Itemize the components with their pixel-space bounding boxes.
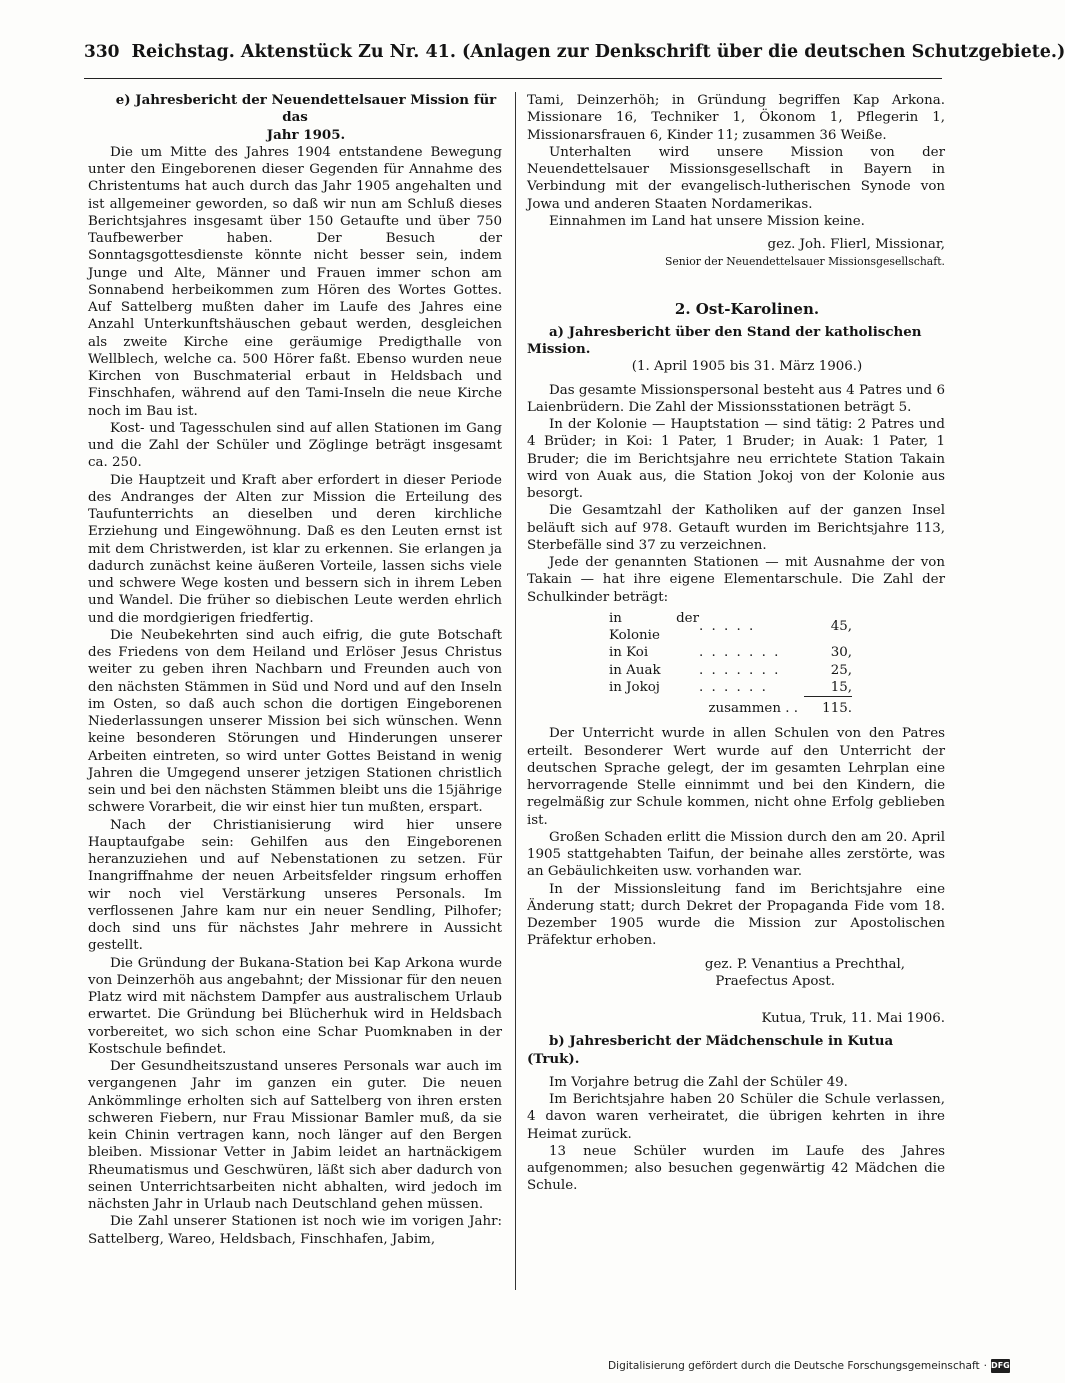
right-paragraph: Das gesamte Missionspersonal besteht aus 4 Patres und 6 Laienbrüdern. Die Zahl der Missionsstationen beträgt 5. <box>527 382 945 415</box>
digitization-footer: Digitalisierung gefördert durch die Deutsche Forschungsgemeinschaft · DFG <box>608 1360 1010 1372</box>
right-paragraph: Die Gesamtzahl der Katholiken auf der ganzen Insel beläuft sich auf 978. Getauft wurden im Berichtsjahre 113, Sterbefälle sind 37 zu verzeichnen. <box>527 503 945 553</box>
left-paragraph: Nach der Christianisierung wird hier unsere Hauptaufgabe sein: Gehilfen aus den Eingeborenen heranzuziehen und auf Nebenstationen zu setzen. Für Inangriffnahme der neuen Arbeitsfelder ringsum erhoffen wir noch viel Verstärkung unseres Personals. Im verflossenen Jahre kam nur ein neuer Sendling, Pilhofer; doch sind uns für nächstes Jahr mehrere in Aussicht gestellt. <box>88 817 502 954</box>
table-row: in Koi . . . . . . . 30, <box>609 645 852 661</box>
column-divider <box>515 92 516 1290</box>
right-paragraph: Im Vorjahre betrug die Zahl der Schüler 49. <box>549 1074 848 1090</box>
right-paragraph: Jede der genannten Stationen — mit Ausnahme der von Takain — hat ihre eigene Elementarschule. Die Zahl der Schulkinder beträgt: <box>527 555 945 605</box>
income-paragraph: Einnahmen im Land hat unsere Mission keine. <box>549 213 865 229</box>
table-row: in Jokoj . . . . . . 15, <box>609 679 852 695</box>
right-column <box>527 92 945 1195</box>
left-column <box>88 92 502 1248</box>
subsection-b-title: b) Jahresbericht der Mädchenschule in Kutua (Truk). <box>527 1033 894 1067</box>
subsection-a-dates: (1. April 1905 bis 31. März 1906.) <box>631 359 863 375</box>
signature-venantius: gez. P. Venantius a Prechthal, <box>704 956 905 972</box>
right-paragraph: 13 neue Schüler wurden im Laufe des Jahres aufgenommen; also besuchen gegenwärtig 42 Mädchen die Schule. <box>527 1143 945 1194</box>
left-paragraph: Die Hauptzeit und Kraft aber erfordert in dieser Periode des Andranges der Alten zur Mission die Erteilung des Taufunterrichts an dieselben und deren kirchliche Erziehung und Eingewöhnung. Daß es den Leuten ernst ist mit dem Christwerden, ist klar zu erkennen. Sie erlangen ja dadurch zunächst keine äußeren Vorteile, lassen sichs viele und schwere Wege kosten und bessern sich in ihrem Leben und Wandel. Die früher so diebischen Leute werden ehrlich und die mordgierigen friedfertig. <box>88 472 502 626</box>
right-paragraph: Der Unterricht wurde in allen Schulen von den Patres erteilt. Besonderer Wert wurde auf den Unterricht der deutschen Sprache gelegt, der im gesamten Lehrplan eine hervorragende Stelle einnimmt und bei den Kindern, die regelmäßig zur Schule kommen, nicht ohne Erfolg geblieben ist. <box>527 726 945 828</box>
footer-text: Digitalisierung gefördert durch die Deutsche Forschungsgemeinschaft <box>608 1360 980 1372</box>
section-ost-karolinen-title: 2. Ost-Karolinen. <box>674 299 820 318</box>
right-paragraph: In der Kolonie — Hauptstation — sind tätig: 2 Patres und 4 Brüder; in Koi: 1 Pater, 1 Bruder; in Auak: 1 Pater, 1 Bruder; die im Berichtsjahre neu errichtete Station Takain wird von Auak aus, die Station Jokoj von der Kolonie aus besorgt. <box>527 417 945 501</box>
signature-flierl: gez. Joh. Flierl, Missionar, <box>767 237 945 252</box>
right-paragraph: Im Berichtsjahre haben 20 Schüler die Schule verlassen, 4 davon waren verheiratet, die übrigen kehrten in ihre Heimat zurück. <box>527 1092 945 1142</box>
total-label: zusammen <box>708 700 781 716</box>
page-header <box>84 42 1065 74</box>
left-paragraph: Die Zahl unserer Stationen ist noch wie im vorigen Jahr: Sattelberg, Wareo, Heldsbach, Finschhafen, Jabim, <box>88 1214 502 1247</box>
left-paragraph: Die um Mitte des Jahres 1904 entstandene Bewegung unter den Eingeborenen dieser Gegenden für Annahme des Christentums hat auch durch das Jahr 1905 angehalten und ist allgemeiner geworden, so daß wir nun am Schluß dieses Berichtsjahres insgesamt über 150 Getaufte und über 750 Taufbewerber haben. Der Besuch der Sonntagsgottesdienste könnte nicht besser sein, indem Junge und Alte, Männer und Frauen immer schon am Sonnabend herbeikommen zum Hören des Wortes Gottes. Auf Sattelberg mußten daher im Laufe des Jahres eine Anzahl Unterkunftshäuschen gebaut werden, desgleichen als zweite Kirche eine geräumige Predigthalle von Wellblech, welche ca. 500 Hörer faßt. Ebenso wurden neue Kirchen von Buschmaterial erbaut in Heldsbach und Finschhafen, während auf den Tami-Inseln die neue Kirche noch im Bau ist. <box>88 144 502 419</box>
total-value: 115. <box>822 701 852 716</box>
section-e-title-line2: Jahr 1905. <box>266 126 346 143</box>
subsection-a-title: a) Jahresbericht über den Stand der katholischen Mission. <box>527 323 922 357</box>
support-paragraph: Unterhalten wird unsere Mission von der Neuendettelsauer Missionsgesellschaft in Bayern in Verbindung mit der evangelisch-lutherischen Synode von Jowa und anderen Staaten Nordamerikas. <box>527 144 945 212</box>
left-paragraph: Kost- und Tagesschulen sind auf allen Stationen im Gang und die Zahl der Schüler und Zöglinge beträgt insgesamt ca. 250. <box>88 420 502 471</box>
school-children-table <box>609 610 852 718</box>
running-title: Reichstag. Aktenstück Zu Nr. 41. (Anlagen zur Denkschrift über die deutschen Schutzgebiete.) <box>131 42 1065 62</box>
right-paragraph: Großen Schaden erlitt die Mission durch den am 20. April 1905 stattgehabten Taifun, der beinahe alles zerstörte, was an Gebäulichkeiten usw. vorhanden war. <box>527 829 945 880</box>
dfg-logo-icon: DFG <box>991 1359 1010 1373</box>
table-total-row <box>609 697 852 718</box>
table-row: in der Kolonie . . . . . 45, <box>609 610 852 643</box>
signature-flierl-title: Senior der Neuendettelsauer Missionsgesellschaft. <box>665 255 945 269</box>
header-rule <box>84 78 942 79</box>
left-paragraph: Die Gründung der Bukana-Station bei Kap Arkona wurde von Deinzerhöh aus angebahnt; der Missionar für den neuen Platz wird mit nächstem Dampfer aus australischem Urlaub erwartet. Die Gründung bei Blücherhuk wird in Heldsbach vorbereitet, wo sich schon eine Schar Puomknaben in der Kostschule befindet. <box>88 955 502 1057</box>
total-dots: . . <box>785 700 798 716</box>
signature-venantius-title: Praefectus Apost. <box>715 973 835 989</box>
section-e-title-line1: e) Jahresbericht der Neuendettelsauer Mission für das <box>115 92 497 126</box>
left-paragraph: Der Gesundheitszustand unseres Personals war auch im vergangenen Jahr im ganzen ein guter. Die neuen Ankömmlinge erholten sich auf Sattelberg von ihren ersten schweren Fiebern, nur Frau Missionar Bamler muß, da sie kein Chinin vertragen kann, noch länger auf den Bergen bleiben. Missionar Vetter in Jabim leidet an hartnäckigem Rheumatismus und Geschwüren, läßt sich aber dadurch von seinen Unterrichtsarbeiten nicht abhalten, wird jedoch im nächsten Jahr in Urlaub nach Deutschland gehen müssen. <box>88 1059 502 1212</box>
place-date: Kutua, Truk, 11. Mai 1906. <box>761 1011 945 1026</box>
right-paragraph: In der Missionsleitung fand im Berichtsjahre eine Änderung statt; durch Dekret der Propaganda Fide vom 18. Dezember 1905 wurde die Mission zur Apostolischen Präfektur erhoben. <box>527 881 945 949</box>
table-row: in Auak . . . . . . . 25, <box>609 662 852 678</box>
left-paragraph: Die Neubekehrten sind auch eifrig, die gute Botschaft des Friedens von dem Heiland und Erlöser Jesus Christus weiter zu geben ihren Nachbarn und Freunden auch von den nächsten Stämmen in Süd und Nord und auf den Inseln im Osten, so daß auch schon die dortigen Eingeborenen Niederlassungen unserer Mission bei sich wünschen. Wenn keine besonderen Störungen und Hinderungen unserer Arbeiten eintreten, so wird unter Gottes Beistand in wenig Jahren die Umgegend unserer jetzigen Stationen christlich sein und bei den nächsten Stämmen bleibt uns die 15jährige schwere Vorarbeit, die wir einst hier tun mußten, erspart. <box>88 627 502 816</box>
continuation-paragraph: Tami, Deinzerhöh; in Gründung begriffen Kap Arkona. Missionare 16, Techniker 1, Ökonom 1, Pflegerin 1, Missionarsfrauen 6, Kinder 11; zusammen 36 Weiße. <box>527 93 945 143</box>
page-number: 330 <box>84 42 120 62</box>
